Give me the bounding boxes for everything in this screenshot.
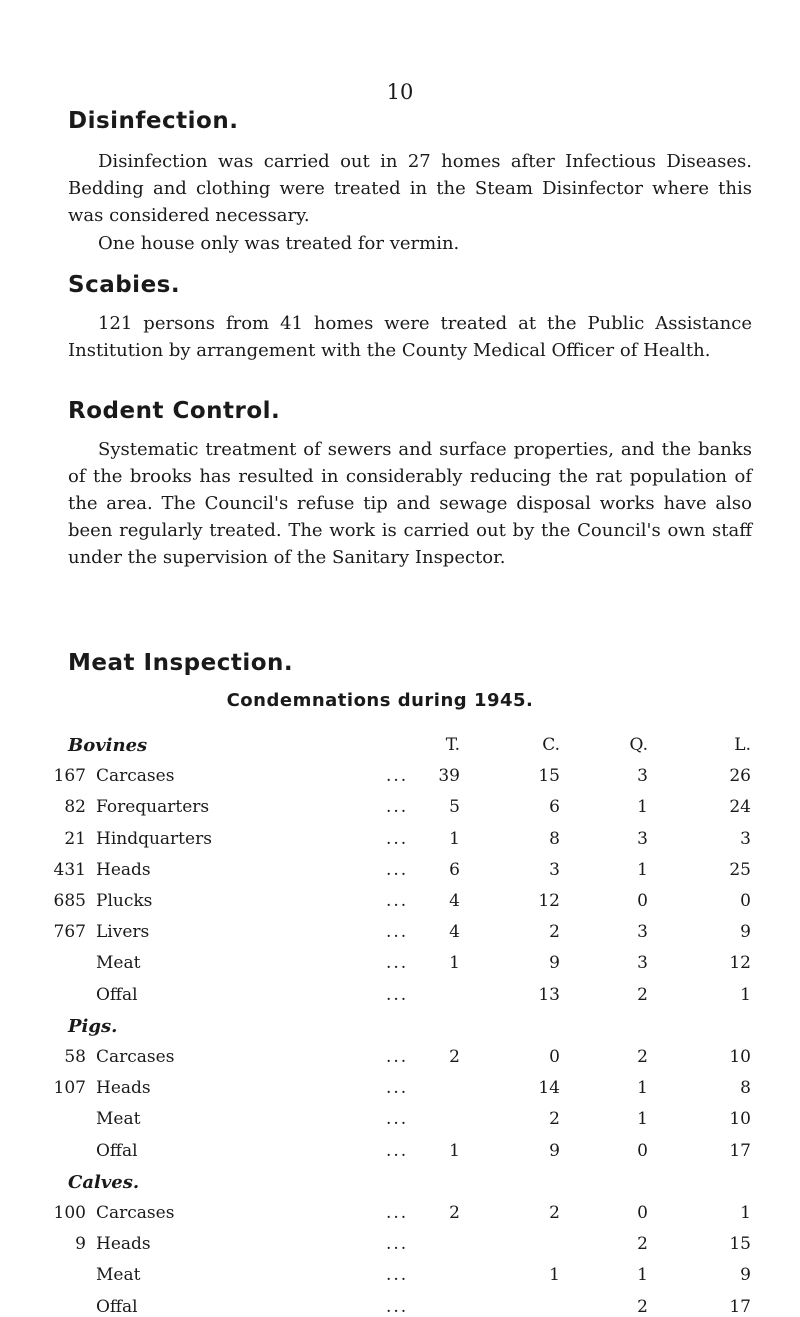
condemnations-subheading: Condemnations during 1945.: [226, 690, 534, 711]
value-t: 5: [449, 797, 460, 818]
value-c: 2: [549, 1109, 560, 1130]
value-t: 1: [449, 953, 460, 974]
section-title: Calves.: [68, 1171, 140, 1193]
row-item: Hindquarters: [96, 828, 212, 849]
leader-dots: ...: [386, 1296, 409, 1317]
row-count: 167: [53, 766, 86, 787]
leader-dots: ...: [386, 1234, 409, 1255]
value-c: 0: [549, 1047, 560, 1067]
page-number: 10: [386, 80, 414, 104]
value-t: 4: [449, 891, 460, 911]
row-item: Meat: [96, 1265, 141, 1286]
value-l: 10: [729, 1109, 751, 1130]
row-item: Carcases: [96, 1047, 175, 1067]
value-c: 3: [549, 859, 560, 880]
value-q: 3: [637, 922, 648, 943]
disinfection-paragraph-1: Disinfection was carried out in 27 homes after Infectious Diseases. Bedding and clothing were treated in the Steam Disinfector where this was considered necessary.: [68, 151, 752, 226]
row-item: Heads: [96, 859, 151, 880]
value-l: 0: [740, 891, 751, 911]
leader-dots: ...: [386, 1265, 409, 1286]
value-q: 3: [637, 953, 648, 974]
value-q: 1: [637, 1078, 648, 1099]
rodent-control-heading: Rodent Control.: [68, 398, 281, 424]
row-count: 100: [53, 1203, 86, 1223]
row-item: Meat: [96, 1109, 141, 1130]
section-title: Pigs.: [68, 1015, 118, 1037]
value-q: 2: [637, 1047, 648, 1067]
value-t: 1: [449, 1140, 460, 1161]
leader-dots: ...: [386, 1140, 409, 1161]
row-item: Livers: [96, 922, 150, 943]
leader-dots: ...: [386, 828, 409, 849]
leader-dots: ...: [386, 859, 409, 880]
section-title: Bovines: [68, 735, 148, 756]
row-item: Offal: [96, 1140, 138, 1161]
value-c: 15: [538, 766, 560, 787]
leader-dots: ...: [386, 922, 409, 943]
scabies-paragraph: 121 persons from 41 homes were treated at the Public Assistance Institution by arrangement with the County Medical Officer of Health.: [68, 313, 752, 361]
value-c: 9: [549, 953, 560, 974]
value-c: 12: [538, 891, 560, 911]
leader-dots: ...: [386, 1109, 409, 1130]
row-item: Meat: [96, 953, 141, 974]
value-c: 9: [549, 1140, 560, 1161]
row-item: Carcases: [96, 766, 175, 787]
value-l: 9: [740, 922, 751, 943]
value-l: 24: [729, 797, 751, 818]
leader-dots: ...: [386, 1047, 409, 1067]
row-count: 767: [53, 922, 86, 943]
column-header: L.: [734, 735, 751, 755]
value-c: 2: [549, 1203, 560, 1223]
column-header: Q.: [629, 735, 648, 755]
value-c: 14: [538, 1078, 560, 1099]
row-item: Offal: [96, 984, 138, 1005]
value-c: 8: [549, 828, 560, 849]
value-q: 3: [637, 828, 648, 849]
leader-dots: ...: [386, 984, 409, 1005]
value-c: 6: [549, 797, 560, 818]
value-q: 0: [637, 1140, 648, 1161]
value-q: 1: [637, 797, 648, 818]
value-t: 1: [449, 828, 460, 849]
value-t: 2: [449, 1047, 460, 1067]
value-q: 0: [637, 1203, 648, 1223]
row-item: Plucks: [96, 891, 153, 911]
value-l: 1: [740, 984, 751, 1005]
value-l: 8: [740, 1078, 751, 1099]
value-q: 2: [637, 1296, 648, 1317]
value-l: 17: [729, 1140, 751, 1161]
value-q: 2: [637, 1234, 648, 1255]
value-t: 4: [449, 922, 460, 943]
leader-dots: ...: [386, 1203, 409, 1223]
value-l: 25: [729, 859, 751, 880]
value-l: 15: [729, 1234, 751, 1255]
row-count: 9: [75, 1234, 86, 1255]
row-count: 82: [64, 797, 86, 818]
column-header: C.: [542, 735, 560, 755]
value-l: 17: [729, 1296, 751, 1317]
row-count: 107: [53, 1078, 86, 1099]
row-count: 58: [64, 1047, 86, 1067]
value-l: 12: [729, 953, 751, 974]
value-q: 1: [637, 1265, 648, 1286]
scabies-heading: Scabies.: [68, 272, 181, 298]
row-item: Offal: [96, 1296, 138, 1317]
value-t: 39: [438, 766, 460, 787]
row-count: 431: [53, 859, 86, 880]
meat-inspection-heading: Meat Inspection.: [68, 650, 294, 676]
leader-dots: ...: [386, 766, 409, 787]
leader-dots: ...: [386, 797, 409, 818]
disinfection-heading: Disinfection.: [68, 108, 239, 134]
leader-dots: ...: [386, 1078, 409, 1099]
value-c: 13: [538, 984, 560, 1005]
value-l: 9: [740, 1265, 751, 1286]
value-l: 3: [740, 828, 751, 849]
row-item: Heads: [96, 1078, 151, 1099]
row-count: 21: [64, 828, 86, 849]
value-q: 1: [637, 1109, 648, 1130]
leader-dots: ...: [386, 953, 409, 974]
value-t: 6: [449, 859, 460, 880]
column-header: T.: [445, 735, 460, 755]
value-l: 1: [740, 1203, 751, 1223]
value-c: 2: [549, 922, 560, 943]
value-q: 3: [637, 766, 648, 787]
row-item: Carcases: [96, 1203, 175, 1223]
row-count: 685: [53, 891, 86, 911]
value-q: 1: [637, 859, 648, 880]
row-item: Heads: [96, 1234, 151, 1255]
disinfection-paragraph-2: One house only was treated for vermin.: [98, 233, 460, 254]
row-item: Forequarters: [96, 797, 210, 818]
leader-dots: ...: [386, 891, 409, 911]
value-t: 2: [449, 1203, 460, 1223]
value-l: 26: [729, 766, 751, 787]
value-c: 1: [549, 1265, 560, 1286]
value-q: 0: [637, 891, 648, 911]
value-l: 10: [729, 1047, 751, 1067]
rodent-control-paragraph: Systematic treatment of sewers and surface properties, and the banks of the brooks has resulted in considerably reducing the rat population of the area. The Council's refuse tip and sewage disposal works have also been regularly treated. The work is carried out by the Council's own staff under the supervision of the Sanitary Inspector.: [68, 439, 752, 568]
value-q: 2: [637, 984, 648, 1005]
